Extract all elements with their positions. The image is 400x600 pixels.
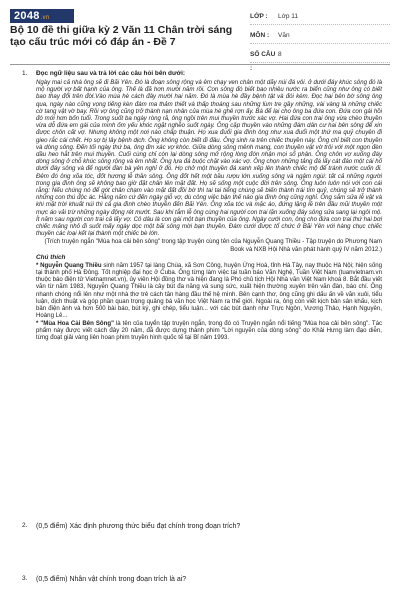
- logo-suffix: .vn: [40, 15, 50, 21]
- meta-class-value: Lớp 11: [278, 13, 299, 20]
- page-title: Bộ 10 đề thi giữa kỳ 2 Văn 11 Chân trời sáng tạo cấu trúc mới có đáp án - Đề 7: [10, 24, 233, 48]
- meta-subject-label: MÔN :: [250, 32, 270, 39]
- question-number: 1.: [22, 70, 28, 77]
- question-2-body: [22, 522, 382, 531]
- question-2: [22, 522, 382, 531]
- question-number: 3.: [22, 575, 28, 582]
- question-text: (0,5 điểm) Nhân vật chính trong đoạn trích là ai?: [36, 576, 187, 583]
- note-author-text: sinh năm 1957 tại làng Chùa, xã Sơn Công, huyện Ứng Hoà, tỉnh Hà Tây, nay thuộc Hà Nội; hiện sống tại thành phố Hà Đông. Tốt nghiệp đại học ở Cuba. Ông từng làm việc tại tuần báo Văn Nghệ, Tuần Việt Nam (tuanvietnam.vn thuộc báo điện tử Vietnamnet.vn), ủy viên Hội đồng thơ và hiện đang là Phó chủ tịch Hội Nhà văn Việt Nam khoá 8. Bắt đầu viết văn từ năm 1983, Nguyễn Quang Thiều là cây bút đa năng và sung sức, xuất hiện thường xuyên trên văn đàn, báo chí. Ông nhanh chóng nổi lên như một nhà thơ trẻ cách tân hàng đầu thế hệ mình. Bên cạnh thơ, ông cũng ghi dấu ấn về văn xuôi, tiểu luận, dịch thuật và góp phần quan trọng quảng bá văn học Việt Nam ra thế giới. Ngoài ra, ông còn viết kịch bản sân khấu, kịch bản điện ảnh và hơn 500 bài báo, bút ký, ghi chép, tiểu luận... với các bút danh như Trực Ngôn, Vương Thảo, Hạnh Nguyên, Hoàng Lê...: [36, 261, 383, 320]
- passage-citation: (Trích truyện ngắn "Mùa hoa cải bên sông" trong tập truyện cùng tên của Nguyễn Quang Thiều - Tập truyện do Phương Nam Book và NXB Hội Nhà văn phát hành quý IV năm 2012.): [44, 238, 382, 253]
- site-logo[interactable]: [10, 9, 74, 23]
- question-3-body: [22, 575, 382, 584]
- question-title: Đọc ngữ liệu sau và trả lời các câu hỏi bên dưới:: [36, 70, 186, 77]
- meta-subject-value: Văn: [278, 32, 290, 39]
- header: [0, 0, 400, 72]
- meta-count-label: SỐ CÂU :: [250, 51, 276, 72]
- notes-heading: Chú thích: [36, 253, 66, 261]
- header-divider: [10, 64, 390, 65]
- meta-class-row: [250, 10, 390, 25]
- note-work-text: là tên của tuyển tập truyện ngắn, trong đó có Truyện ngắn nổi tiếng "Mùa hoa cải bên sông". Tác phẩm này được viết cách đây 20 năm, đã được dựng thành phim "Lời nguyền của dòng sông" do Khải Hưng làm đạo diễn, từng đoạt giải vàng liên hoan phim truyền hình quốc tế tại Bỉ năm 1993.: [36, 319, 383, 341]
- question-text: (0,5 điểm) Xác định phương thức biểu đạt chính trong đoạn trích?: [36, 523, 241, 530]
- note-author-lead: * Nguyễn Quang Thiều: [36, 261, 102, 269]
- logo-text: 2048: [14, 10, 40, 22]
- question-1-body: [22, 70, 382, 341]
- meta-count-row: [250, 48, 390, 72]
- meta-subject-row: [250, 29, 390, 44]
- question-number: 2.: [22, 522, 28, 529]
- note-work: [36, 320, 382, 342]
- question-1: [22, 70, 382, 341]
- exam-meta: [250, 10, 390, 72]
- meta-count-value: 8: [278, 51, 282, 58]
- note-author: [36, 262, 382, 320]
- meta-class-label: LỚP :: [250, 13, 268, 20]
- reading-passage: Ngày mai cả nhà ông sẽ đi Bãi Yên. Đó là đoạn sông rộng và êm chạy ven chân một dãy núi đá vôi. ở dưới đáy khúc sông đó là mộ người vợ bất hạnh của ông. Thế là đã hơn mười năm rồi. Con sông đó biết bao nhiêu nước ra biển cũng như ông có biết bao thay đổi trên đời.Vào mùa hè cách đây mười hai năm. Đó là mùa hè đầy bệnh tật và đói kém. Đọc hai bên bờ sông ông qua, ngày nào cũng vọng tiếng kèn đám ma thảm thiết và thấp thoáng sau những lùm tre gầy những, vài vàng là những chiếc cờ tang vật vờ bay. Rồi vợ ông cũng trở thành nạn nhân của mùa hè ghê rợn ấy. Bà để lại cho ông ba đứa con. Đứa con gái hồi đó mới hơn bốn tuổi. Trong suốt ba ngày ròng rã, ông ngồi trên mui thuyền trước xác vợ. Hai đứa con trai ông vừa chèo thuyền vừa dỗ đứa em gái của mình ốm yếu khóc ngặt nghẽo suốt ngày. Ông cặp thuyền vào những đám dân cư hai bên sông để xin được chôn cất vợ. Nhưng không một nơi nào chấp thuận. Họ xua đuổi gia đình ông như xua đuổi một thứ ma quỷ chuyên đi gieo rắc cái chết. Họ sợ bị lây bệnh dịch. Ông không còn biết đi đâu. Ông sinh ra trên chiếc thuyền này. Ông chỉ biết con thuyền và dòng sông. Đến tối ngày thứ ba, ông đm xác vợ khóc. Giữa dòng sông mênh mang, con thuyền vật vờ trôi với một ngọn đèn dầu heo hắt trên mui thuyền. Cuối cùng chỉ còn lại dòng sông mở rộng lòng đón nhận mọi số phận. Ông chôn vợ xuống đáy dòng sông ở chỗ khúc sông rộng và êm nhất. Ông lựa đá buộc chặt vào xác vợ. Ông chọn những tảng đá lấy cát đáo một cái hố dưới đáy sông và để người đàn bà yên nghỉ ở đó. Họ chở một thuyền đá xanh xếp lên thành chiếc mộ để tránh nước cuốn đi. Đêm đó ông xõa tóc, đốt hương lễ thần sông. Ông đốt hết một bầu rượu lớn xuống sông và ngậm ngùi: tất cả những người trong gia đình ông sẽ không bao giờ đặt chân lên mặt đất. Họ sẽ sống một cuộc đời trên sông. Ông luôn luôn nói với con cái rằng: Nếu chúng nó để gót chân chạm vào mặt đất đồi bờ thì tai tai tiếng chúng sẽ biến thành trái tim quỷ, chúng sẽ trở thành những con thú độc ác. Hằng năm cứ đến ngày giỗ vợ, dù công việc bận thế nào gia đình ông cũng nghỉ. Ông sắm sửa lễ vật và khi mặt trời khuất núi thì cả gia đình chèo thuyền đến Bãi Yên. Ông xõa tóc và mặc áo, đứng lặng lẽ trên đầu mũi thuyền một mực áo vải trừ những ngày động rét mướt. Sau khi tắm lễ ông cùng hai người con trai lặn xuống đáy sông sửa sang lại ngôi mộ. Ít năm sau người con trai cả lấy vợ. Cô dâu là con gái một bạn thuyền của ông. Ngày cưới con, ông cho đứa con trai thứ hai bơi chiếc mảng nhỏ đi suốt mấy ngày dọc một bãi sông mời bạn thuyền. Đám cưới được tổ chức ở Bãi Yên với hàng chục chiếc thuyền các loại kết lại thành một chiếc bè lớn.: [36, 79, 382, 238]
- question-3: [22, 575, 382, 584]
- note-work-lead: * "Mùa Hoa Cải Bên Sông": [36, 319, 114, 327]
